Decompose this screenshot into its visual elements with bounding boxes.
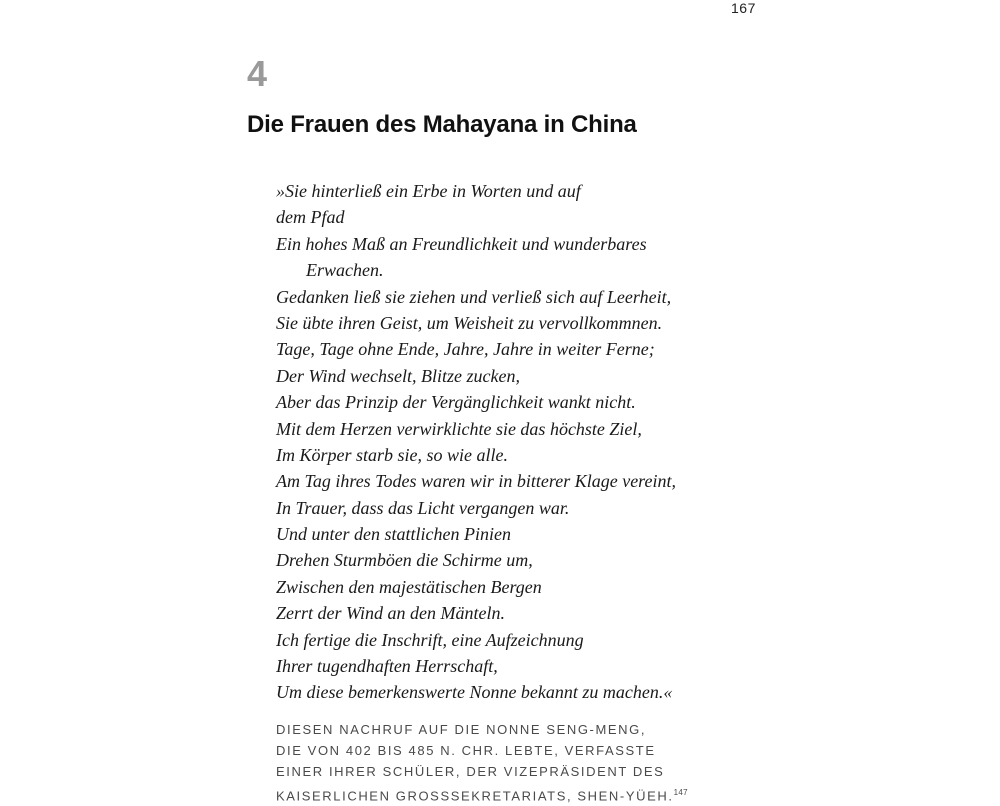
attribution (276, 719, 688, 803)
chapter-title: Die Frauen des Mahayana in China (247, 111, 637, 138)
attribution-line: DIESEN NACHRUF AUF DIE NONNE SENG-MENG, (276, 722, 647, 737)
attribution-line: EINER IHRER SCHÜLER, DER VIZEPRÄSIDENT DES (276, 764, 665, 779)
poem (276, 178, 676, 706)
poem-line: Erwachen. (306, 260, 384, 281)
poem-line: Zerrt der Wind an den Mänteln. (276, 603, 505, 624)
poem-line: Drehen Sturmböen die Schirme um, (276, 550, 533, 571)
poem-line: Sie übte ihren Geist, um Weisheit zu vervollkommnen. (276, 312, 663, 333)
poem-line: In Trauer, dass das Licht vergangen war. (276, 497, 570, 518)
poem-line: Und unter den stattlichen Pinien (276, 524, 511, 545)
poem-line: Mit dem Herzen verwirklichte sie das höchste Ziel, (276, 418, 642, 439)
poem-line: Zwischen den majestätischen Bergen (276, 576, 542, 597)
poem-line: Ein hohes Maß an Freundlichkeit und wunderbares (276, 233, 647, 254)
poem-line: Tage, Tage ohne Ende, Jahre, Jahre in weiter Ferne; (276, 339, 655, 360)
poem-line: Aber das Prinzip der Vergänglichkeit wankt nicht. (276, 392, 636, 413)
page-number: 167 (731, 0, 756, 16)
poem-line: Am Tag ihres Todes waren wir in bitterer Klage vereint, (276, 471, 677, 492)
poem-line: Gedanken ließ sie ziehen und verließ sich auf Leerheit, (276, 286, 672, 307)
attribution-line-text: KAISERLICHEN GROSSSEKRETARIATS, SHEN-YÜEH. (276, 788, 674, 804)
chapter-number: 4 (247, 53, 268, 94)
poem-line: »Sie hinterließ ein Erbe in Worten und auf (276, 181, 581, 201)
poem-line: dem Pfad (276, 207, 345, 228)
footnote-reference[interactable]: 147 (673, 788, 688, 797)
attribution-line: DIE VON 402 BIS 485 N. CHR. LEBTE, VERFASSTE (276, 743, 656, 758)
poem-line: Im Körper starb sie, so wie alle. (276, 444, 508, 465)
poem-line: Um diese bemerkenswerte Nonne bekannt zu machen.« (276, 682, 673, 703)
poem-line: Ihrer tugendhaften Herrschaft, (276, 656, 498, 677)
poem-line: Ich fertige die Inschrift, eine Aufzeichnung (276, 629, 584, 650)
poem-line: Der Wind wechselt, Blitze zucken, (276, 365, 520, 386)
